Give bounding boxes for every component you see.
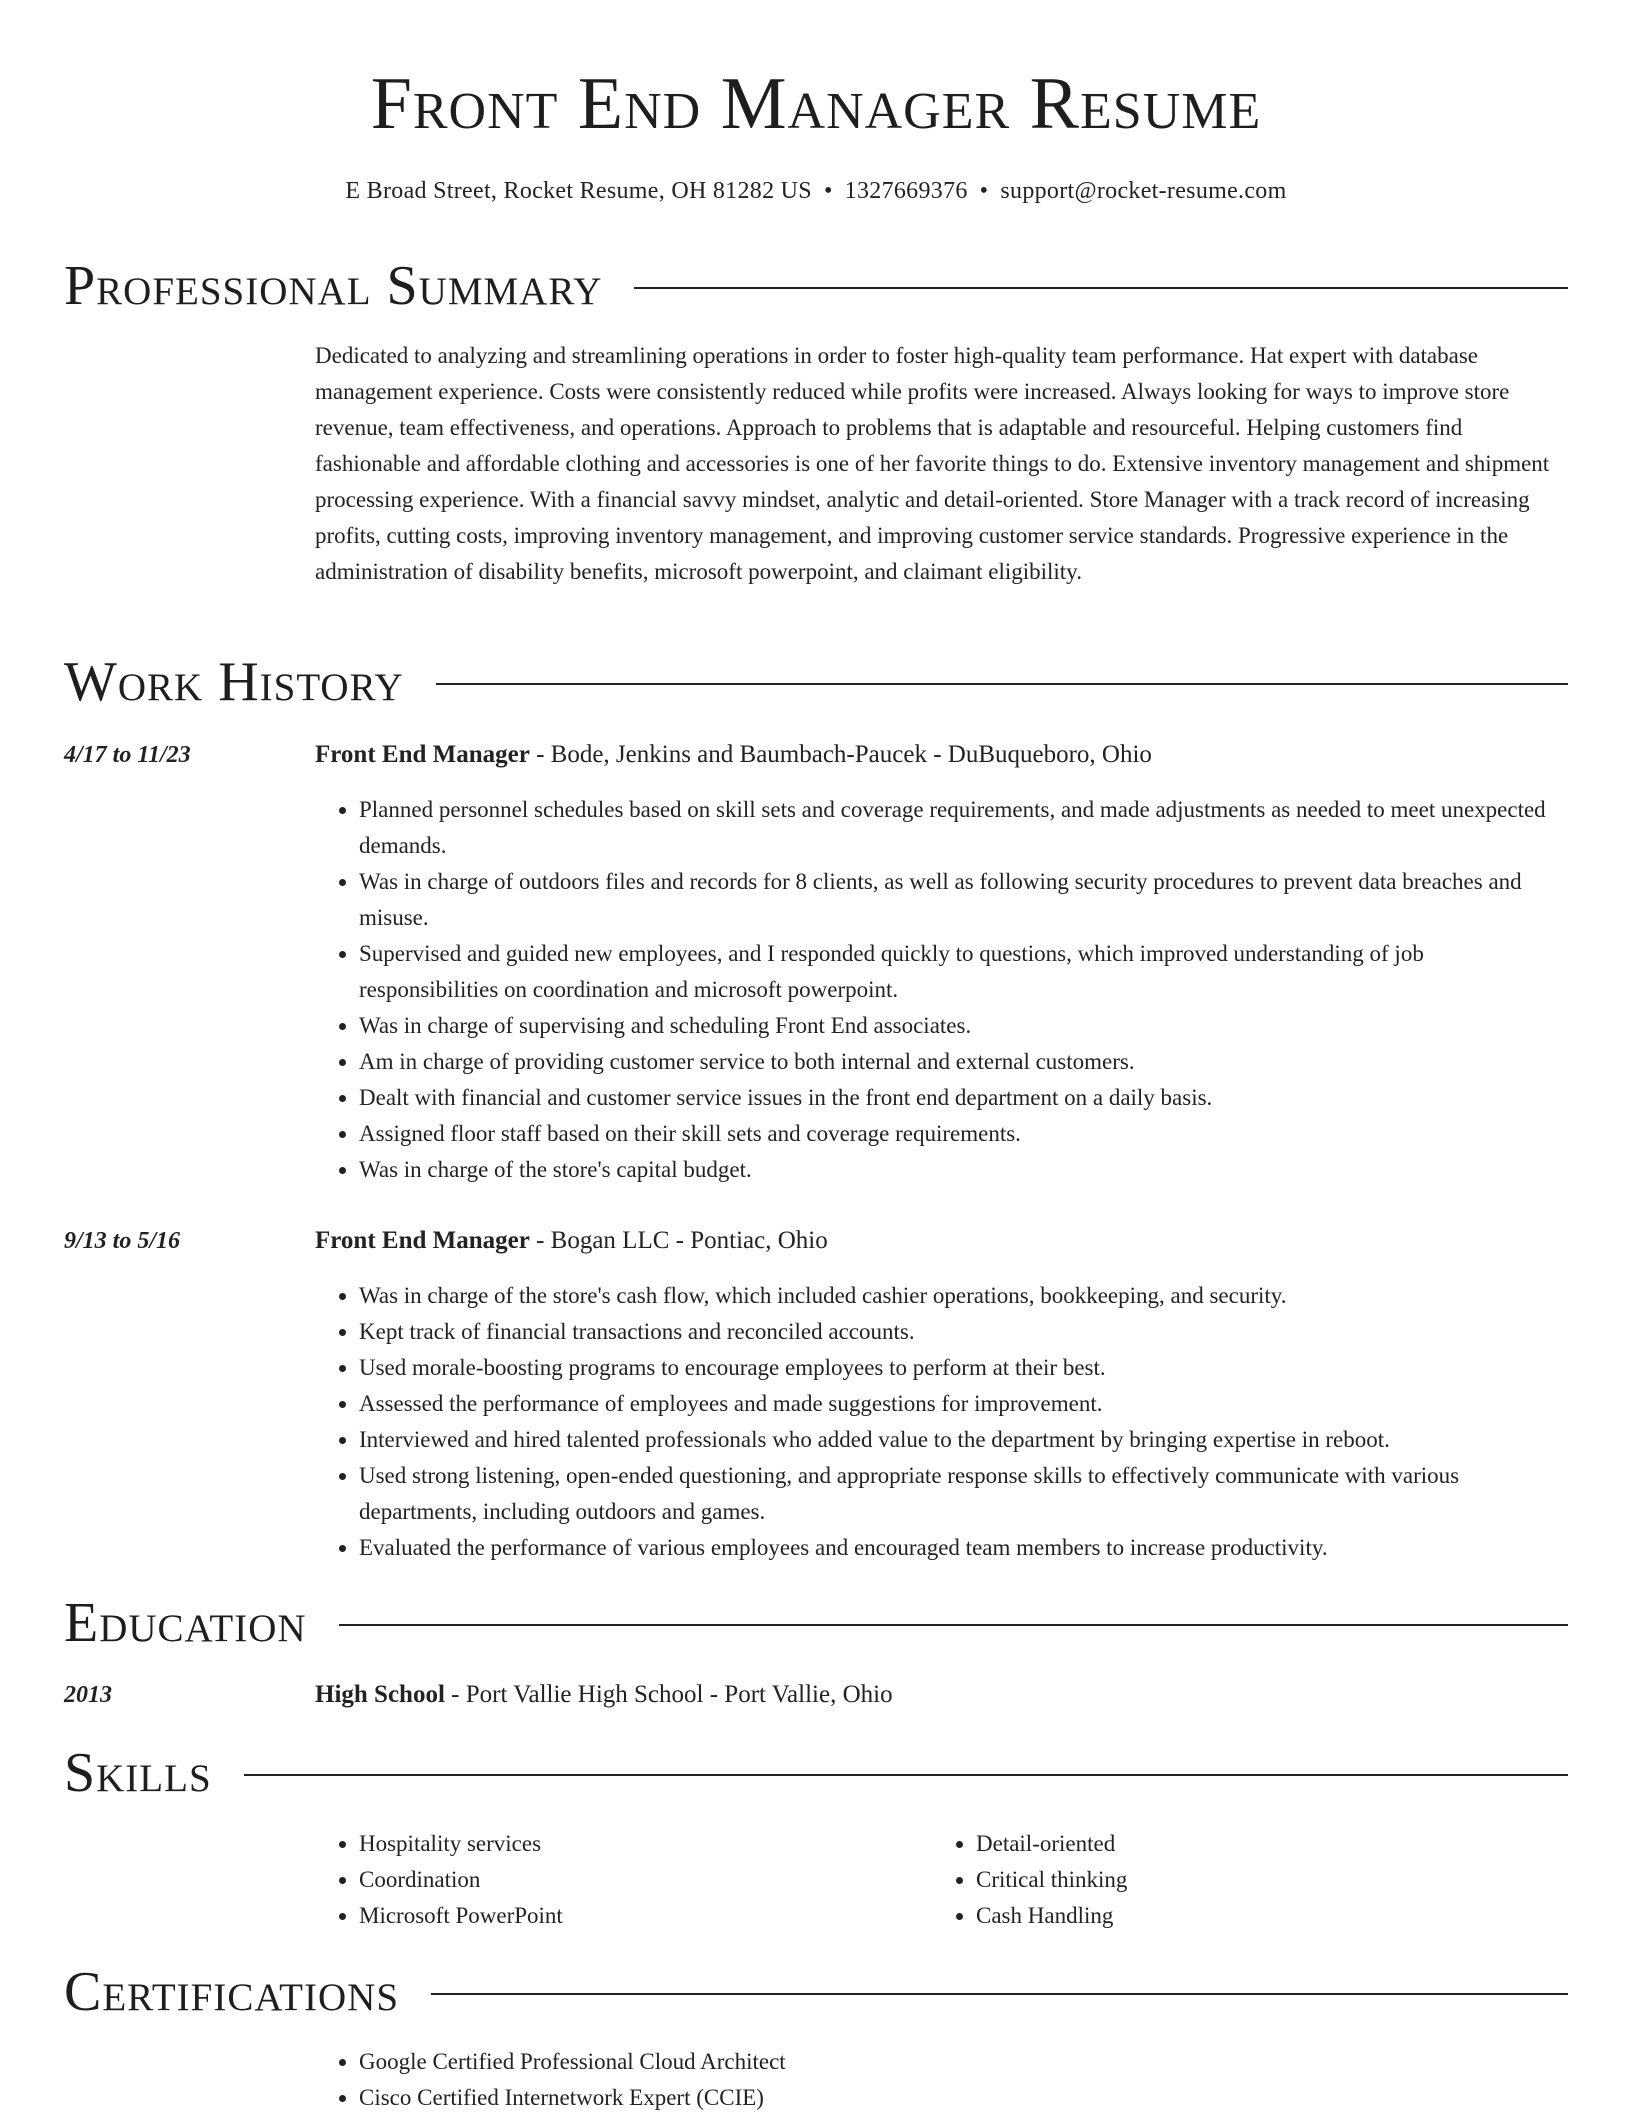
- job-heading: [315, 1223, 1568, 1259]
- contact-separator: •: [979, 178, 989, 204]
- list-item: • Was in charge of outdoors files and records for 8 clients, as well as following security procedures to prevent data breaches and misuse.: [359, 864, 1568, 936]
- job-heading: [315, 737, 1568, 773]
- section-title: Professional Summary: [64, 255, 603, 317]
- list-item: • Interviewed and hired talented professionals who added value to the department by bringing expertise in reboot.: [359, 1422, 1568, 1458]
- list-item: • Was in charge of the store's cash flow, which included cashier operations, bookkeeping, and security.: [359, 1278, 1568, 1314]
- job-employer-location: - Bode, Jenkins and Baumbach-Paucek - DuBuqueboro, Ohio: [529, 741, 1152, 768]
- certification-item: • Cisco Certified Internetwork Expert (CCIE): [359, 2080, 1568, 2116]
- resume-title: Front End Manager Resume: [370, 63, 1262, 145]
- section-title: Skills: [64, 1742, 212, 1804]
- section-divider: [244, 1774, 1568, 1776]
- job-bullets: [315, 792, 1568, 1188]
- skill-item: • Cash Handling: [976, 1898, 1532, 1934]
- job-dates: 9/13 to 5/16: [64, 1228, 181, 1254]
- list-item: • Kept track of financial transactions and reconciled accounts.: [359, 1314, 1568, 1350]
- list-item: • Assessed the performance of employees and made suggestions for improvement.: [359, 1386, 1568, 1422]
- skill-item: • Microsoft PowerPoint: [359, 1898, 915, 1934]
- education-year: 2013: [64, 1682, 112, 1708]
- job-dates: 4/17 to 11/23: [64, 742, 191, 768]
- section-title: Education: [64, 1592, 307, 1654]
- section-heading-work-history: [64, 652, 1568, 712]
- section-divider: [431, 1993, 1568, 1995]
- list-item: • Was in charge of the store's capital budget.: [359, 1152, 1568, 1188]
- contact-line: [64, 174, 1568, 208]
- summary-text: Dedicated to analyzing and streamlining operations in order to foster high-quality team performance. Hat expert with database management experience. Costs were consistently reduced while profits were increased. Always looking for ways to improve store revenue, team effectiveness, and operations. Approach to problems that is adaptable and resourceful. Helping customers find fashionable and affordable clothing and accessories is one of her favorite things to do. Extensive inventory management and shipment processing experience. With a financial savvy mindset, analytic and detail-oriented. Store Manager with a track record of increasing profits, cutting costs, improving inventory management, and improving customer service standards. Progressive experience in the administration of disability benefits, microsoft powerpoint, and claimant eligibility.: [315, 343, 1550, 584]
- skill-item: • Critical thinking: [976, 1862, 1532, 1898]
- skill-item: • Coordination: [359, 1862, 915, 1898]
- skills-list-right: [932, 1826, 1532, 1934]
- section-divider: [634, 287, 1568, 289]
- list-item: • Was in charge of supervising and scheduling Front End associates.: [359, 1008, 1568, 1044]
- section-heading-summary: [64, 256, 1568, 316]
- list-item: • Supervised and guided new employees, and I responded quickly to questions, which improved understanding of job responsibilities on coordination and microsoft powerpoint.: [359, 936, 1568, 1008]
- section-divider: [339, 1624, 1568, 1626]
- section-title: Certifications: [64, 1961, 400, 2023]
- section-heading-skills: [64, 1743, 1568, 1803]
- job-title: Front End Manager: [315, 1227, 530, 1254]
- list-item: • Evaluated the performance of various employees and encouraged team members to increase productivity.: [359, 1530, 1568, 1566]
- section-heading-education: [64, 1593, 1568, 1653]
- job-bullets: [315, 1278, 1568, 1566]
- list-item: • Dealt with financial and customer service issues in the front end department on a daily basis.: [359, 1080, 1568, 1116]
- section-heading-certifications: [64, 1962, 1568, 2022]
- contact-separator: •: [823, 178, 833, 204]
- list-item: • Used strong listening, open-ended questioning, and appropriate response skills to effectively communicate with various departments, including outdoors and games.: [359, 1458, 1568, 1530]
- job-employer-location: - Bogan LLC - Pontiac, Ohio: [529, 1227, 828, 1254]
- list-item: • Assigned floor staff based on their skill sets and coverage requirements.: [359, 1116, 1568, 1152]
- skill-item: • Hospitality services: [359, 1826, 915, 1862]
- list-item: • Planned personnel schedules based on skill sets and coverage requirements, and made adjustments as needed to meet unexpected demands.: [359, 792, 1568, 864]
- skill-item: • Detail-oriented: [976, 1826, 1532, 1862]
- contact-address: E Broad Street, Rocket Resume, OH 81282 US: [345, 178, 812, 204]
- education-heading: [315, 1677, 1568, 1713]
- certification-item: • Google Certified Professional Cloud Architect: [359, 2044, 1568, 2080]
- job-title: Front End Manager: [315, 741, 530, 768]
- skills-list-left: [315, 1826, 915, 1934]
- list-item: • Used morale-boosting programs to encourage employees to perform at their best.: [359, 1350, 1568, 1386]
- contact-phone: 1327669376: [844, 178, 968, 204]
- contact-email: support@rocket-resume.com: [1000, 178, 1287, 204]
- education-school-location: - Port Vallie High School - Port Vallie, Ohio: [444, 1681, 893, 1708]
- certifications-list: [315, 2044, 1568, 2116]
- education-degree: High School: [315, 1681, 445, 1708]
- section-title: Work History: [64, 651, 404, 713]
- section-divider: [436, 683, 1568, 685]
- list-item: • Am in charge of providing customer service to both internal and external customers.: [359, 1044, 1568, 1080]
